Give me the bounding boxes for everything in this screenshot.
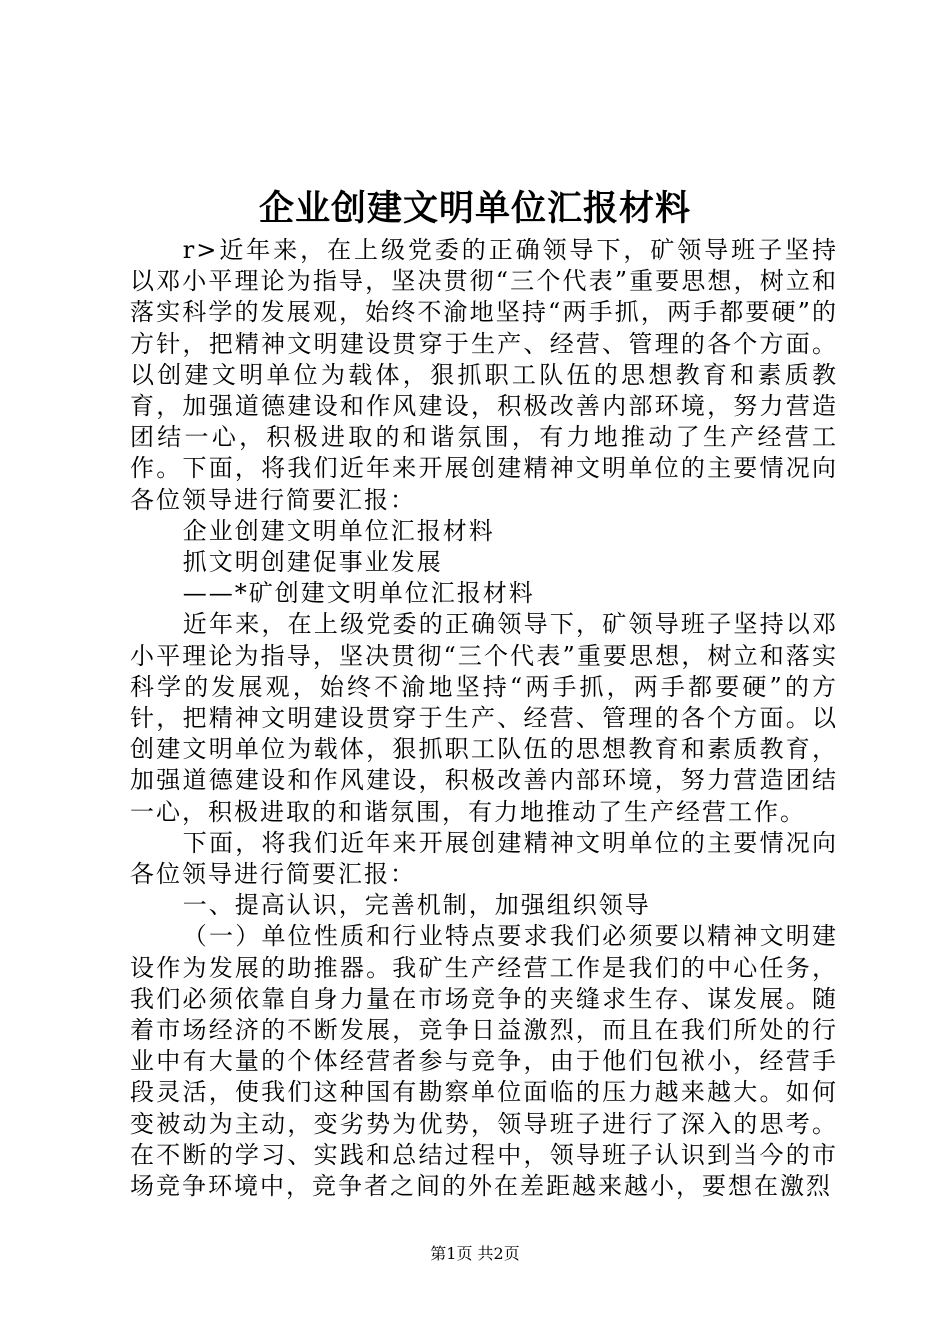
body-paragraph: 下面，将我们近年来开展创建精神文明单位的主要情况向各位领导进行简要汇报： (130, 828, 838, 889)
body-paragraph: （一）单位性质和行业特点要求我们必须要以精神文明建设作为发展的助推器。我矿生产经营工作是我们的中心任务，我们必须依靠自身力量在市场竞争的夹缝求生存、谋发展。随着市场经济的不断发展，竞争日益激烈，而且在我们所处的行业中有大量的个体经营者参与竞争，由于他们包袱小，经营手段灵活，使我们这种国有勘察单位面临的压力越来越大。如何变被动为主动，变劣势为优势，领导班子进行了深入的思考。在不断的学习、实践和总结过程中，领导班子认识到当今的市场竞争环境中，竞争者之间的外在差距越来越小，要想在激烈 (130, 922, 838, 1201)
body-paragraph: r>近年来，在上级党委的正确领导下，矿领导班子坚持以邓小平理论为指导，坚决贯彻“三个代表”重要思想，树立和落实科学的发展观，始终不渝地坚持“两手抓，两手都要硬”的方针，把精神文明建设贯穿于生产、经营、管理的各个方面。以创建文明单位为载体，狠抓职工队伍的思想教育和素质教育，加强道德建设和作风建设，积极改善内部环境，努力营造团结一心，积极进取的和谐氛围，有力地推动了生产经营工作。下面，将我们近年来开展创建精神文明单位的主要情况向各位领导进行简要汇报： (130, 236, 838, 514)
body-paragraph: 企业创建文明单位汇报材料 (182, 516, 495, 545)
body-paragraph: 近年来，在上级党委的正确领导下，矿领导班子坚持以邓小平理论为指导，坚决贯彻“三个代表”重要思想，树立和落实科学的发展观，始终不渝地坚持“两手抓，两手都要硬”的方针，把精神文明建设贯穿于生产、经营、管理的各个方面。以创建文明单位为载体，狠抓职工队伍的思想教育和素质教育，加强道德建设和作风建设，积极改善内部环境，努力营造团结一心，积极进取的和谐氛围，有力地推动了生产经营工作。 (130, 610, 838, 826)
body-paragraph: 抓文明创建促事业发展 (182, 548, 443, 577)
document-body (130, 235, 838, 1202)
body-paragraph: ——*矿创建文明单位汇报材料 (182, 579, 535, 608)
section-heading: 一、提高认识，完善机制，加强组织领导 (182, 891, 651, 920)
document-title: 企业创建文明单位汇报材料 (258, 188, 691, 229)
page-footer: 第1页 共2页 (430, 1244, 520, 1263)
